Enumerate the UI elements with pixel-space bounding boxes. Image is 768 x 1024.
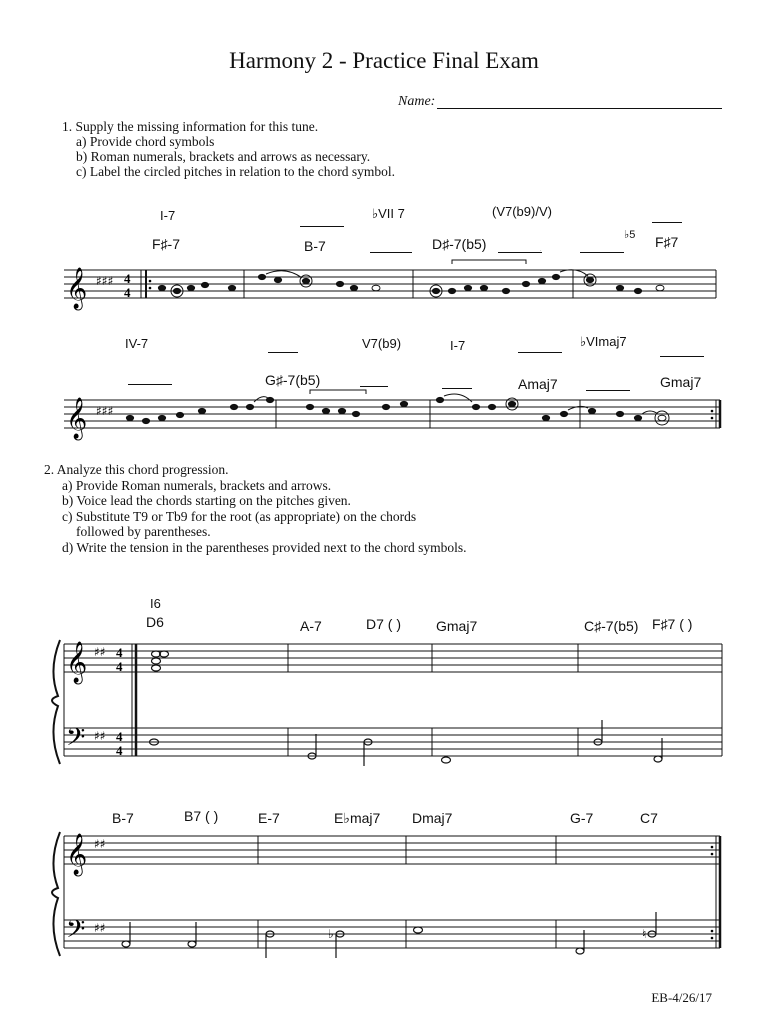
q1-item-a: a) Provide chord symbols bbox=[76, 134, 215, 149]
svg-text:𝄞: 𝄞 bbox=[66, 642, 88, 683]
svg-text:♯♯♯: ♯♯♯ bbox=[96, 274, 114, 288]
svg-text:♯♯: ♯♯ bbox=[94, 645, 106, 659]
name-label: Name: bbox=[398, 94, 436, 109]
svg-text:𝄢: 𝄢 bbox=[66, 723, 86, 758]
page-title: Harmony 2 - Practice Final Exam bbox=[229, 48, 539, 73]
svg-text:4: 4 bbox=[116, 645, 123, 660]
roman-numeral: I-7 bbox=[450, 338, 466, 353]
footer-code: EB-4/26/17 bbox=[651, 990, 712, 1005]
chord-symbol: C♯-7(b5) bbox=[584, 618, 639, 634]
roman-numeral: I6 bbox=[150, 596, 161, 611]
answer-blank[interactable] bbox=[268, 352, 298, 353]
q2-item-d: d) Write the tension in the parentheses provided next to the chord symbols. bbox=[62, 540, 467, 555]
svg-text:𝄞: 𝄞 bbox=[66, 834, 88, 875]
svg-text:4: 4 bbox=[116, 729, 123, 744]
svg-text:4: 4 bbox=[116, 743, 123, 758]
q2-item-c-cont: followed by parentheses. bbox=[76, 524, 211, 539]
roman-numeral: ♭VII 7 bbox=[372, 206, 405, 221]
chord-symbol: D♯-7(b5) bbox=[432, 236, 487, 252]
svg-text:4: 4 bbox=[124, 271, 131, 286]
svg-text:𝄞: 𝄞 bbox=[66, 268, 88, 309]
svg-text:♭: ♭ bbox=[328, 927, 334, 941]
q2-item-c: c) Substitute T9 or Tb9 for the root (as appropriate) on the chords bbox=[62, 509, 417, 524]
answer-blank[interactable] bbox=[300, 226, 344, 227]
chord-symbol: D6 bbox=[146, 614, 164, 630]
name-field-line[interactable] bbox=[437, 108, 722, 109]
chord-symbol: E-7 bbox=[258, 810, 280, 826]
svg-text:♯♯: ♯♯ bbox=[94, 837, 106, 851]
chord-symbol: A-7 bbox=[300, 618, 322, 634]
grand-staff-2 bbox=[0, 822, 768, 972]
chord-symbol: G-7 bbox=[570, 810, 594, 826]
chord-symbol: F♯7 ( ) bbox=[652, 616, 693, 632]
chord-symbol: Dmaj7 bbox=[412, 810, 453, 826]
q1-heading: 1. Supply the missing information for this tune. bbox=[62, 119, 319, 134]
chord-symbol: F♯7 bbox=[655, 234, 679, 250]
svg-text:4: 4 bbox=[124, 285, 131, 300]
chord-symbol: Amaj7 bbox=[518, 376, 558, 392]
svg-text:𝄢: 𝄢 bbox=[66, 915, 86, 950]
q1-item-b: b) Roman numerals, brackets and arrows as necessary. bbox=[76, 149, 371, 164]
chord-symbol: B-7 bbox=[304, 238, 326, 254]
staff-system-1 bbox=[0, 250, 768, 330]
svg-text:♯♯: ♯♯ bbox=[94, 921, 106, 935]
q1-item-c: c) Label the circled pitches in relation to the chord symbol. bbox=[76, 164, 396, 179]
svg-text:4: 4 bbox=[116, 659, 123, 674]
chord-symbol: Gmaj7 bbox=[436, 618, 478, 634]
roman-numeral: (V7(b9)/V) bbox=[492, 204, 552, 219]
flat-five-label: ♭5 bbox=[624, 229, 636, 241]
q2-item-b: b) Voice lead the chords starting on the pitches given. bbox=[62, 493, 351, 508]
svg-text:𝄞: 𝄞 bbox=[66, 398, 88, 439]
q2-heading: 2. Analyze this chord progression. bbox=[44, 462, 229, 477]
roman-numeral: I-7 bbox=[160, 208, 176, 223]
svg-text:♯♯: ♯♯ bbox=[94, 729, 106, 743]
svg-text:♮: ♮ bbox=[642, 927, 647, 941]
chord-symbol: G♯-7(b5) bbox=[265, 372, 321, 388]
roman-numeral: IV-7 bbox=[125, 336, 149, 351]
chord-symbol: B7 ( ) bbox=[184, 808, 219, 824]
chord-symbol: D7 ( ) bbox=[366, 616, 401, 632]
answer-blank[interactable] bbox=[652, 222, 682, 223]
answer-blank[interactable] bbox=[660, 356, 704, 357]
staff-system-2 bbox=[0, 380, 768, 460]
chord-symbol: E♭maj7 bbox=[334, 810, 381, 826]
chord-symbol: Gmaj7 bbox=[660, 374, 702, 390]
grand-staff-1 bbox=[0, 630, 768, 780]
svg-text:♯♯♯: ♯♯♯ bbox=[96, 404, 114, 418]
q2-item-a: a) Provide Roman numerals, brackets and arrows. bbox=[62, 478, 332, 493]
chord-symbol: C7 bbox=[640, 810, 658, 826]
chord-symbol: B-7 bbox=[112, 810, 134, 826]
answer-blank[interactable] bbox=[518, 352, 562, 353]
roman-numeral: V7(b9) bbox=[362, 336, 402, 351]
roman-numeral: ♭VImaj7 bbox=[580, 334, 627, 349]
chord-symbol: F♯-7 bbox=[152, 236, 180, 252]
